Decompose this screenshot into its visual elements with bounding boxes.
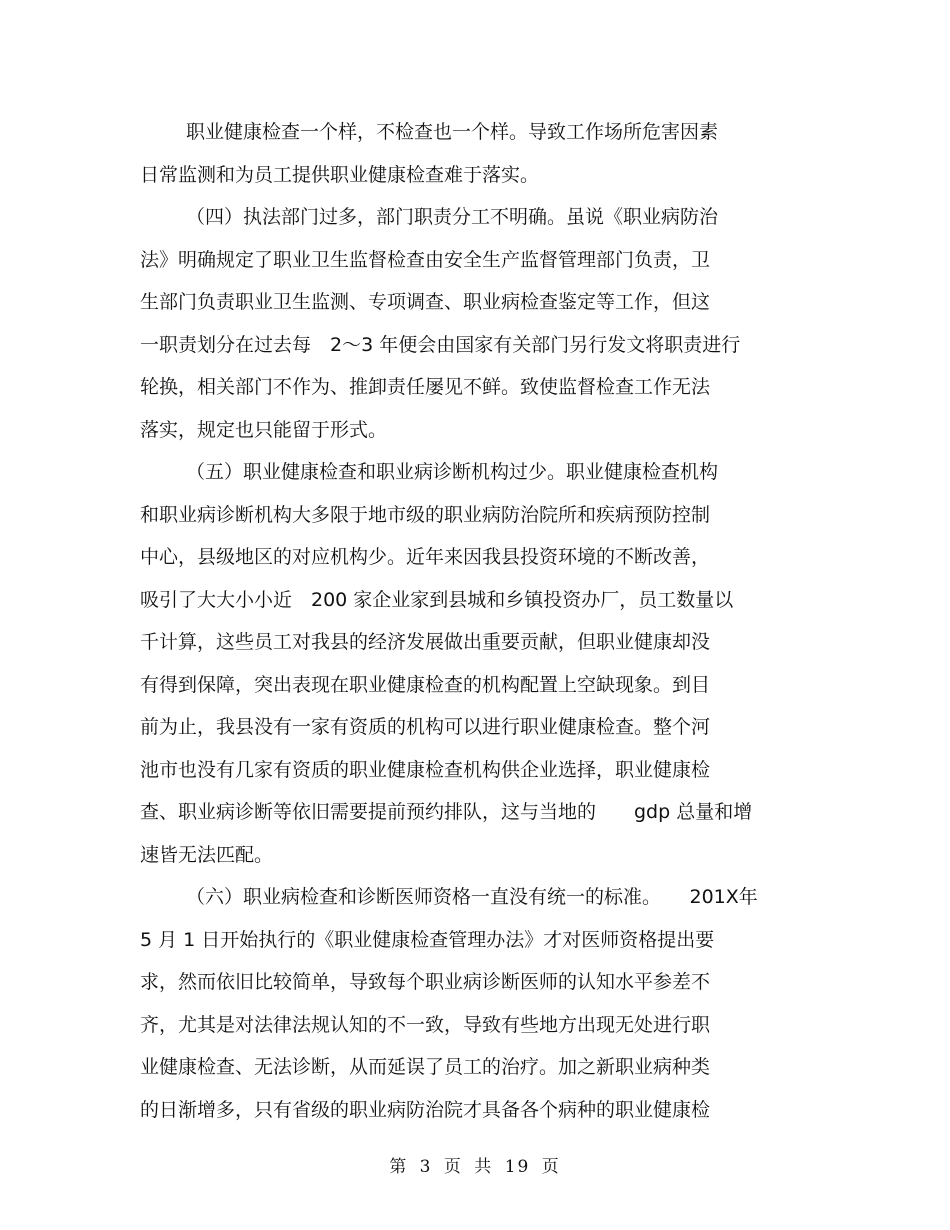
text-line: 和职业病诊断机构大多限于地市级的职业病防治院所和疾病预防控制: [140, 503, 711, 526]
text-line: 日常监测和为员工提供职业健康检查难于落实。: [140, 163, 540, 186]
page-number: 第 3 页 共 19 页: [389, 1157, 561, 1177]
text-line: （五）职业健康检查和职业病诊断机构过少。职业健康检查机构: [186, 461, 719, 483]
text-line: 轮换，相关部门不作为、推卸责任屡见不鲜。致使监督检查工作无法: [140, 376, 711, 398]
text-line: 千计算，这些员工对我县的经济发展做出重要贡献，但职业健康却没: [140, 631, 711, 653]
text-line: 职业健康检查一个样，不检查也一个样。导致工作场所危害因素: [186, 121, 719, 143]
text-line: 业健康检查、无法诊断，从而延误了员工的治疗。加之新职业病种类: [140, 1056, 711, 1078]
text-line: 池市也没有几家有资质的职业健康检查机构供企业选择，职业健康检: [140, 758, 711, 781]
text-line: 5 月 1 日开始执行的《职业健康检查管理办法》才对医师资格提出要: [140, 928, 715, 951]
text-line: 的日渐增多，只有省级的职业病防治院才具备各个病种的职业健康检: [140, 1098, 711, 1121]
text-line: 中心，县级地区的对应机构少。近年来因我县投资环境的不断改善，: [140, 546, 711, 568]
text-line: 落实，规定也只能留于形式。: [140, 418, 388, 441]
text-line: （六）职业病检查和诊断医师资格一直没有统一的标准。 201X年: [186, 886, 758, 908]
text-line: 一职责划分在过去每 2～3 年便会由国家有关部门另行发文将职责进行: [140, 333, 741, 356]
text-line: 有得到保障，突出表现在职业健康检查的机构配置上空缺现象。到目: [140, 673, 711, 696]
text-line: （四）执法部门过多，部门职责分工不明确。虽说《职业病防治: [186, 206, 719, 228]
text-line: 速皆无法匹配。: [140, 843, 274, 866]
text-line: 吸引了大大小小近 200 家企业家到县城和乡镇投资办厂，员工数量以: [140, 588, 734, 611]
text-line: 生部门负责职业卫生监测、专项调查、职业病检查鉴定等工作，但这: [140, 291, 711, 313]
text-line: 查、职业病诊断等依旧需要提前预约排队，这与当地的 gdp 总量和增: [140, 801, 753, 823]
text-line: 齐，尤其是对法律法规认知的不一致，导致有些地方出现无处进行职: [140, 1013, 711, 1036]
body-text: [140, 111, 820, 1131]
text-line: 前为止，我县没有一家有资质的机构可以进行职业健康检查。整个河: [140, 716, 711, 738]
text-line: 求，然而依旧比较简单，导致每个职业病诊断医师的认知水平参差不: [140, 971, 711, 993]
text-line: 法》明确规定了职业卫生监督检查由安全生产监督管理部门负责，卫: [140, 248, 711, 271]
